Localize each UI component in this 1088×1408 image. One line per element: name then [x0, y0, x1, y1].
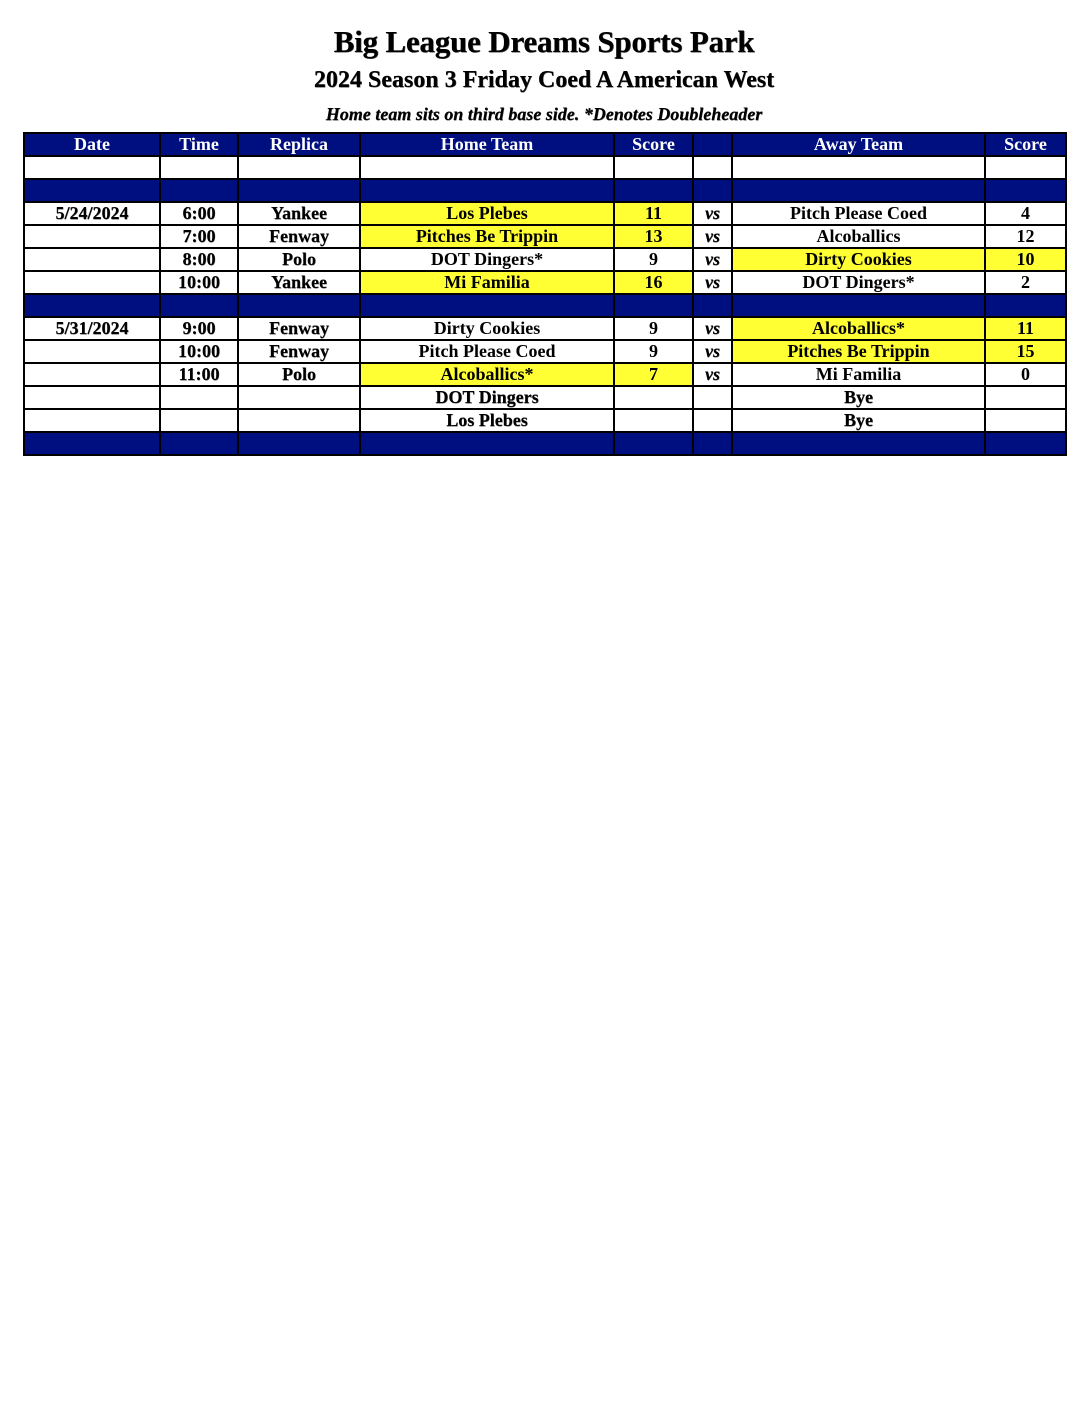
bye-team: DOT Dingers: [360, 386, 614, 409]
separator-band: [24, 179, 1066, 202]
empty-cell: [693, 179, 732, 202]
empty-cell: [985, 432, 1066, 455]
empty-cell: [24, 156, 160, 179]
empty-cell: [693, 156, 732, 179]
empty-cell: [693, 432, 732, 455]
empty-cell: [24, 409, 160, 432]
game-replica: Yankee: [238, 202, 360, 225]
col-home-team: Home Team: [360, 133, 614, 156]
game-time: 10:00: [160, 271, 238, 294]
game-row: [24, 317, 1066, 340]
game-replica: Polo: [238, 248, 360, 271]
col-vs: [693, 133, 732, 156]
home-score: 9: [614, 317, 693, 340]
game-time: 10:00: [160, 340, 238, 363]
schedule-table: [23, 132, 1067, 456]
empty-cell: [732, 156, 985, 179]
vs-label: vs: [693, 248, 732, 271]
col-away-team: Away Team: [732, 133, 985, 156]
game-row: [24, 340, 1066, 363]
empty-cell: [985, 294, 1066, 317]
empty-cell: [614, 432, 693, 455]
away-score: 11: [985, 317, 1066, 340]
away-team: DOT Dingers*: [732, 271, 985, 294]
empty-cell: [614, 179, 693, 202]
game-time: 8:00: [160, 248, 238, 271]
schedule-note: Home team sits on third base side. *Denotes Doubleheader: [325, 104, 763, 124]
vs-label: vs: [693, 225, 732, 248]
game-replica: Yankee: [238, 271, 360, 294]
game-replica: Fenway: [238, 225, 360, 248]
home-score: 16: [614, 271, 693, 294]
game-date: [24, 248, 160, 271]
empty-cell: [24, 432, 160, 455]
home-score: 9: [614, 248, 693, 271]
away-team: Pitches Be Trippin: [732, 340, 985, 363]
game-replica: Fenway: [238, 317, 360, 340]
empty-cell: [238, 386, 360, 409]
game-time: 6:00: [160, 202, 238, 225]
game-time: 9:00: [160, 317, 238, 340]
bye-label: Bye: [732, 409, 985, 432]
empty-cell: [614, 156, 693, 179]
empty-cell: [614, 294, 693, 317]
empty-cell: [160, 156, 238, 179]
away-score: 10: [985, 248, 1066, 271]
away-team: Mi Familia: [732, 363, 985, 386]
empty-cell: [732, 432, 985, 455]
empty-cell: [693, 294, 732, 317]
empty-cell: [732, 294, 985, 317]
empty-cell: [160, 386, 238, 409]
home-score: 11: [614, 202, 693, 225]
game-date: [24, 363, 160, 386]
away-team: Pitch Please Coed: [732, 202, 985, 225]
empty-cell: [238, 156, 360, 179]
away-score: 4: [985, 202, 1066, 225]
game-time: 11:00: [160, 363, 238, 386]
bye-row: [24, 386, 1066, 409]
game-date: [24, 271, 160, 294]
empty-cell: [24, 386, 160, 409]
season-subtitle: 2024 Season 3 Friday Coed A American West: [313, 67, 775, 93]
away-score: 0: [985, 363, 1066, 386]
empty-cell: [238, 294, 360, 317]
empty-cell: [238, 409, 360, 432]
empty-cell: [24, 294, 160, 317]
away-team: Alcoballics: [732, 225, 985, 248]
empty-cell: [24, 179, 160, 202]
empty-cell: [985, 386, 1066, 409]
home-team: Pitches Be Trippin: [360, 225, 614, 248]
game-replica: Fenway: [238, 340, 360, 363]
empty-cell: [614, 409, 693, 432]
empty-cell: [985, 156, 1066, 179]
empty-cell: [732, 179, 985, 202]
game-date: [24, 225, 160, 248]
empty-cell: [160, 432, 238, 455]
vs-label: vs: [693, 271, 732, 294]
empty-cell: [693, 409, 732, 432]
game-replica: Polo: [238, 363, 360, 386]
empty-cell: [985, 179, 1066, 202]
vs-label: vs: [693, 317, 732, 340]
bye-row: [24, 409, 1066, 432]
game-row: [24, 363, 1066, 386]
empty-cell: [614, 386, 693, 409]
schedule-body: [24, 156, 1066, 455]
game-time: 7:00: [160, 225, 238, 248]
home-team: Mi Familia: [360, 271, 614, 294]
col-away-score: Score: [985, 133, 1066, 156]
empty-cell: [238, 432, 360, 455]
empty-cell: [238, 179, 360, 202]
home-score: 9: [614, 340, 693, 363]
empty-cell: [985, 409, 1066, 432]
home-team: DOT Dingers*: [360, 248, 614, 271]
bye-label: Bye: [732, 386, 985, 409]
empty-cell: [360, 179, 614, 202]
away-team: Alcoballics*: [732, 317, 985, 340]
game-row: [24, 225, 1066, 248]
game-date: 5/31/2024: [24, 317, 160, 340]
game-row: [24, 248, 1066, 271]
empty-cell: [360, 156, 614, 179]
away-score: 15: [985, 340, 1066, 363]
empty-cell: [160, 409, 238, 432]
separator-band: [24, 294, 1066, 317]
empty-cell: [360, 432, 614, 455]
game-date: 5/24/2024: [24, 202, 160, 225]
home-score: 7: [614, 363, 693, 386]
away-team: Dirty Cookies: [732, 248, 985, 271]
home-team: Los Plebes: [360, 202, 614, 225]
vs-label: vs: [693, 202, 732, 225]
home-team: Pitch Please Coed: [360, 340, 614, 363]
col-date: Date: [24, 133, 160, 156]
col-replica: Replica: [238, 133, 360, 156]
away-score: 12: [985, 225, 1066, 248]
home-team: Dirty Cookies: [360, 317, 614, 340]
empty-cell: [160, 179, 238, 202]
separator-band: [24, 432, 1066, 455]
home-team: Alcoballics*: [360, 363, 614, 386]
col-home-score: Score: [614, 133, 693, 156]
vs-label: vs: [693, 363, 732, 386]
empty-cell: [360, 294, 614, 317]
empty-cell: [693, 386, 732, 409]
bye-team: Los Plebes: [360, 409, 614, 432]
game-row: [24, 271, 1066, 294]
home-score: 13: [614, 225, 693, 248]
empty-cell: [160, 294, 238, 317]
game-row: [24, 202, 1066, 225]
column-header-row: [24, 133, 1066, 156]
page-title: Big League Dreams Sports Park: [333, 24, 755, 59]
col-time: Time: [160, 133, 238, 156]
game-date: [24, 340, 160, 363]
away-score: 2: [985, 271, 1066, 294]
vs-label: vs: [693, 340, 732, 363]
blank-row: [24, 156, 1066, 179]
